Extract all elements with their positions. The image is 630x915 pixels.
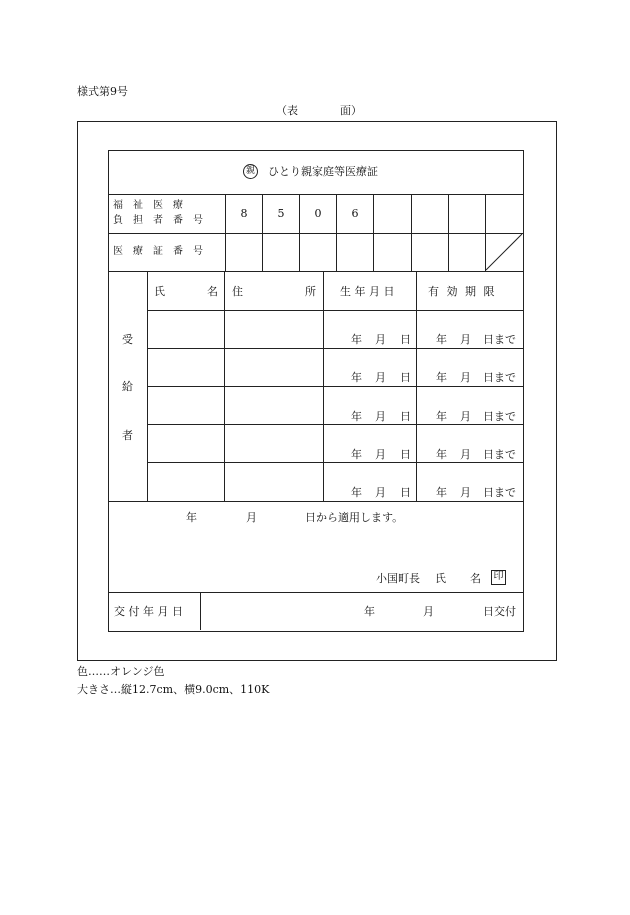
- line-under-burden: [108, 233, 523, 234]
- row5-birth-year: 年: [351, 486, 362, 499]
- recipient-label-1: 受: [122, 333, 133, 346]
- row5-birth-month: 月: [375, 486, 386, 499]
- oya-badge-icon: 親: [243, 164, 258, 179]
- row3-valid-year: 年: [436, 410, 447, 423]
- note-size: 大きさ…縦12.7cm、横9.0cm、110K: [77, 683, 270, 696]
- col-valid: 有 効 期 限: [428, 285, 497, 298]
- row1-birth-month: 月: [375, 333, 386, 346]
- col-name-b: 名: [207, 285, 218, 298]
- apply-suffix: 日から適用します。: [305, 511, 404, 524]
- row5-valid-until: 日まで: [483, 486, 516, 499]
- row3-birth-year: 年: [351, 410, 362, 423]
- row5-valid-month: 月: [460, 486, 471, 499]
- burden-digit-3: 0: [314, 207, 322, 220]
- row3-birth-month: 月: [375, 410, 386, 423]
- row4-birth-day: 日: [400, 448, 411, 461]
- row5-valid-year: 年: [436, 486, 447, 499]
- card-title: ひとり親家庭等医療証: [268, 165, 378, 178]
- col-address-a: 住: [232, 285, 243, 298]
- issue-suffix: 日交付: [483, 605, 516, 618]
- line-row-4: [147, 462, 523, 463]
- row3-valid-until: 日まで: [483, 410, 516, 423]
- row4-birth-year: 年: [351, 448, 362, 461]
- burden-digit-4: 6: [351, 207, 359, 220]
- row2-valid-year: 年: [436, 371, 447, 384]
- issue-month: 月: [423, 605, 434, 618]
- burden-label-line1: 福 祉 医 療: [113, 200, 183, 211]
- vline-birth-valid: [416, 271, 417, 501]
- row2-birth-month: 月: [375, 371, 386, 384]
- burden-digit-2: 5: [277, 207, 285, 220]
- signer-mei: 名: [470, 572, 481, 585]
- recipient-label-2: 給: [122, 380, 133, 393]
- row1-valid-month: 月: [460, 333, 471, 346]
- row1-valid-year: 年: [436, 333, 447, 346]
- line-header-bottom: [147, 310, 523, 311]
- line-under-recipients: [108, 501, 523, 502]
- burden-label-line2: 負 担 者 番 号: [113, 215, 203, 226]
- signer-title: 小国町長: [376, 572, 420, 585]
- row2-valid-until: 日まで: [483, 371, 516, 384]
- row3-birth-day: 日: [400, 410, 411, 423]
- side-label-close: 面）: [340, 104, 362, 117]
- vline-digit-1: [262, 194, 263, 271]
- apply-year: 年: [186, 511, 197, 524]
- row1-birth-year: 年: [351, 333, 362, 346]
- line-under-cert: [108, 271, 523, 272]
- vline-digit-5: [411, 194, 412, 271]
- issue-label: 交 付 年 月 日: [114, 605, 183, 618]
- col-address-b: 所: [305, 285, 316, 298]
- row1-birth-day: 日: [400, 333, 411, 346]
- line-row-2: [147, 386, 523, 387]
- vline-digit-6: [448, 194, 449, 271]
- issue-year: 年: [364, 605, 375, 618]
- vline-name-address: [224, 271, 225, 501]
- burden-digit-1: 8: [240, 207, 248, 220]
- line-row-3: [147, 424, 523, 425]
- row2-birth-year: 年: [351, 371, 362, 384]
- vline-digit-3: [336, 194, 337, 271]
- row5-birth-day: 日: [400, 486, 411, 499]
- line-row-1: [147, 348, 523, 349]
- vline-label-sep: [225, 194, 226, 271]
- vline-address-birth: [323, 271, 324, 501]
- vline-recipient-label: [147, 271, 148, 501]
- line-above-issue: [108, 592, 523, 593]
- col-birth: 生 年 月 日: [340, 285, 395, 298]
- vline-digit-4: [373, 194, 374, 271]
- recipient-label-3: 者: [122, 429, 133, 442]
- seal-stamp-icon: 印: [491, 570, 506, 585]
- row3-valid-month: 月: [460, 410, 471, 423]
- signer-shi: 氏: [435, 572, 446, 585]
- vline-digit-2: [299, 194, 300, 271]
- row2-birth-day: 日: [400, 371, 411, 384]
- vline-issue-sep: [200, 592, 201, 630]
- row4-valid-until: 日まで: [483, 448, 516, 461]
- side-label-open: （表: [276, 104, 298, 117]
- row2-valid-month: 月: [460, 371, 471, 384]
- line-under-title: [108, 194, 523, 195]
- row4-valid-year: 年: [436, 448, 447, 461]
- col-name-a: 氏: [154, 285, 165, 298]
- form-number: 様式第9号: [77, 85, 128, 98]
- row1-valid-until: 日まで: [483, 333, 516, 346]
- apply-month: 月: [246, 511, 257, 524]
- note-color: 色……オレンジ色: [77, 665, 165, 678]
- cert-label: 医 療 証 番 号: [113, 246, 203, 257]
- row4-valid-month: 月: [460, 448, 471, 461]
- diagonal-slash: [485, 233, 523, 271]
- row4-birth-month: 月: [375, 448, 386, 461]
